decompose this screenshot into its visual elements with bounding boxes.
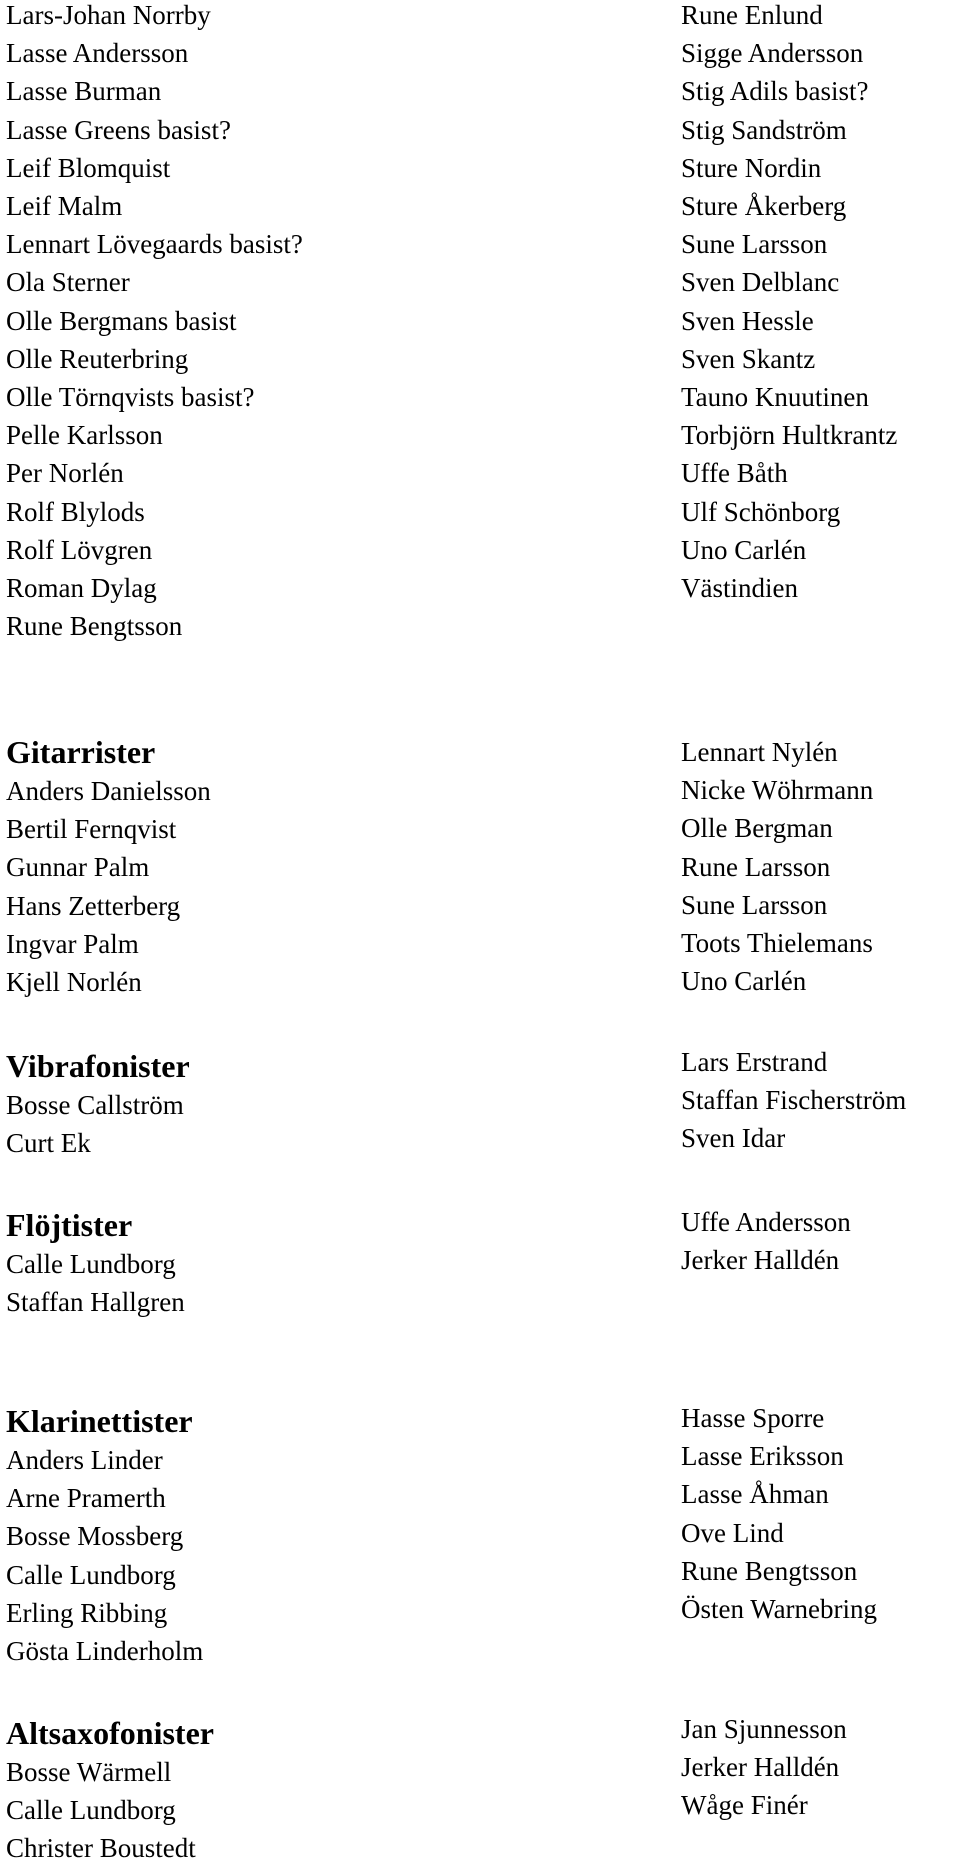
list-item: Tauno Knuutinen xyxy=(681,382,869,413)
list-item: Sven Delblanc xyxy=(681,267,840,298)
list-item: Erling Ribbing xyxy=(6,1597,168,1628)
list-item: Sven Skantz xyxy=(681,343,816,374)
list-item: Bosse Wärmell xyxy=(6,1757,172,1787)
section-flojtister-right xyxy=(681,1203,851,1279)
list-item: Uffe Båth xyxy=(681,458,788,489)
list-item: Torbjörn Hultkrantz xyxy=(681,420,898,451)
list-item: Calle Lundborg xyxy=(6,1249,176,1279)
list-item: Pelle Karlsson xyxy=(6,420,163,451)
list-item: Sune Larsson xyxy=(681,229,828,260)
list-item: Per Norlén xyxy=(6,458,124,489)
list-item: Sven Idar xyxy=(681,1123,786,1154)
section-heading: Vibrafonister xyxy=(6,1048,190,1084)
list-item: Ulf Schönborg xyxy=(681,496,841,527)
list-item: Arne Pramerth xyxy=(6,1483,166,1514)
list-item: Roman Dylag xyxy=(6,573,157,604)
list-item: Sven Hessle xyxy=(681,305,814,336)
list-item: Jerker Halldén xyxy=(681,1245,840,1276)
list-item: Bertil Fernqvist xyxy=(6,814,177,845)
section-klarinettister-left xyxy=(6,1401,203,1670)
list-item: Lennart Nylén xyxy=(681,737,838,767)
list-item: Jan Sjunnesson xyxy=(681,1714,847,1744)
list-item: Lasse Eriksson xyxy=(681,1441,844,1472)
list-item: Toots Thielemans xyxy=(681,928,873,959)
list-item: Anders Danielsson xyxy=(6,776,211,806)
section-altsaxofonister-left xyxy=(6,1713,214,1868)
section-altsaxofonister-right xyxy=(681,1710,847,1825)
list-item: Rune Larsson xyxy=(681,851,831,882)
section-vibrafonister-right xyxy=(681,1043,906,1158)
list-item: Ingvar Palm xyxy=(6,928,139,959)
list-item: Olle Bergmans basist xyxy=(6,305,237,336)
list-item: Stig Adils basist? xyxy=(681,76,869,107)
list-item: Hasse Sporre xyxy=(681,1403,825,1433)
section-heading: Flöjtister xyxy=(6,1207,133,1243)
list-item: Lars-Johan Norrby xyxy=(6,0,211,30)
list-item: Bosse Mossberg xyxy=(6,1521,184,1552)
list-item: Västindien xyxy=(681,573,798,604)
list-item: Lasse Greens basist? xyxy=(6,114,231,145)
section-vibrafonister-left xyxy=(6,1046,190,1162)
list-item: Sture Nordin xyxy=(681,152,822,183)
list-item: Hans Zetterberg xyxy=(6,890,181,921)
list-item: Uno Carlén xyxy=(681,534,807,565)
list-item: Lasse Andersson xyxy=(6,38,189,69)
list-item: Rolf Blylods xyxy=(6,496,145,527)
list-item: Wåge Finér xyxy=(681,1790,808,1821)
list-item: Christer Boustedt xyxy=(6,1833,196,1864)
list-item: Calle Lundborg xyxy=(6,1795,176,1826)
section-heading: Altsaxofonister xyxy=(6,1715,214,1751)
list-item: Uno Carlén xyxy=(681,966,807,997)
section-heading: Klarinettister xyxy=(6,1403,193,1439)
list-item: Calle Lundborg xyxy=(6,1559,176,1590)
list-item: Olle Bergman xyxy=(681,813,833,844)
list-item: Olle Törnqvists basist? xyxy=(6,382,255,413)
list-item: Lennart Lövegaards basist? xyxy=(6,229,303,260)
list-item: Jerker Halldén xyxy=(681,1752,840,1783)
list-item: Uffe Andersson xyxy=(681,1207,851,1237)
list-item: Stig Sandström xyxy=(681,114,847,145)
list-item: Rune Bengtsson xyxy=(6,611,183,642)
list-item: Sture Åkerberg xyxy=(681,191,847,222)
list-item: Nicke Wöhrmann xyxy=(681,775,874,806)
list-item: Staffan Hallgren xyxy=(6,1287,185,1318)
list-item: Östen Warnebring xyxy=(681,1594,878,1625)
list-item: Leif Malm xyxy=(6,191,123,222)
list-item: Curt Ek xyxy=(6,1128,91,1159)
list-item: Gunnar Palm xyxy=(6,852,150,883)
list-item: Leif Blomquist xyxy=(6,152,171,183)
list-item: Rune Bengtsson xyxy=(681,1555,858,1586)
list-item: Olle Reuterbring xyxy=(6,343,189,374)
top-list-right xyxy=(681,0,897,607)
list-item: Lasse Åhman xyxy=(681,1479,829,1510)
list-item: Ove Lind xyxy=(681,1517,784,1548)
list-item: Bosse Callström xyxy=(6,1090,184,1120)
list-item: Rune Enlund xyxy=(681,0,823,30)
section-gitarrister-right xyxy=(681,733,873,1000)
top-list-left xyxy=(6,0,303,645)
list-item: Lars Erstrand xyxy=(681,1047,828,1077)
list-item: Ola Sterner xyxy=(6,267,130,298)
list-item: Lasse Burman xyxy=(6,76,162,107)
list-item: Gösta Linderholm xyxy=(6,1636,204,1667)
section-flojtister-left xyxy=(6,1205,185,1321)
section-klarinettister-right xyxy=(681,1399,877,1628)
section-heading: Gitarrister xyxy=(6,734,156,770)
list-item: Kjell Norlén xyxy=(6,967,142,998)
list-item: Rolf Lövgren xyxy=(6,534,153,565)
section-gitarrister-left xyxy=(6,732,211,1001)
list-item: Anders Linder xyxy=(6,1445,163,1475)
list-item: Sigge Andersson xyxy=(681,38,864,69)
list-item: Sune Larsson xyxy=(681,889,828,920)
list-item: Staffan Fischerström xyxy=(681,1085,907,1116)
